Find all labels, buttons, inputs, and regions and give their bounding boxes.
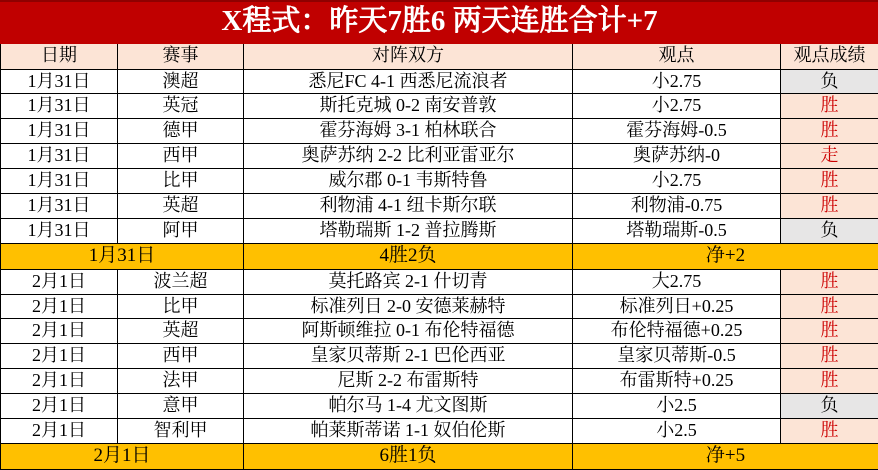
league-cell: 英超 [118,319,244,344]
match-cell: 霍芬海姆 3-1 柏林联合 [244,119,573,144]
view-cell: 小2.75 [573,168,781,193]
match-row [1,69,878,94]
match-cell: 悉尼FC 4-1 西悉尼流浪者 [244,69,573,94]
summary-net-cell: 净+2 [573,243,878,269]
match-row [1,418,878,443]
view-cell: 小2.75 [573,94,781,119]
league-cell: 智利甲 [118,418,244,443]
col-header-view: 观点 [573,43,781,69]
date-cell: 1月31日 [1,94,118,119]
match-row [1,294,878,319]
result-cell: 胜 [781,319,878,344]
match-row [1,393,878,418]
title-row [1,1,878,43]
league-cell: 英超 [118,193,244,218]
league-cell: 阿甲 [118,218,244,243]
match-cell: 利物浦 4-1 纽卡斯尔联 [244,193,573,218]
league-cell: 比甲 [118,168,244,193]
view-cell: 标准列日+0.25 [573,294,781,319]
result-cell: 负 [781,393,878,418]
col-header-date: 日期 [1,43,118,69]
view-cell: 小2.5 [573,418,781,443]
match-cell: 阿斯顿维拉 0-1 布伦特福德 [244,319,573,344]
date-cell: 2月1日 [1,418,118,443]
date-cell: 1月31日 [1,218,118,243]
view-cell: 塔勒瑞斯-0.5 [573,218,781,243]
result-cell: 走 [781,144,878,169]
result-cell: 胜 [781,344,878,369]
date-cell: 2月1日 [1,344,118,369]
page-title: X程式：昨天7胜6 两天连胜合计+7 [1,1,878,43]
view-cell: 利物浦-0.75 [573,193,781,218]
match-row [1,168,878,193]
daily-summary-row [1,243,878,269]
match-row [1,269,878,294]
league-cell: 比甲 [118,294,244,319]
view-cell: 布伦特福德+0.25 [573,319,781,344]
result-cell: 胜 [781,269,878,294]
summary-date-cell: 1月31日 [1,243,244,269]
league-cell: 波兰超 [118,269,244,294]
date-cell: 2月1日 [1,393,118,418]
date-cell: 2月1日 [1,269,118,294]
match-cell: 莫托路宾 2-1 什切青 [244,269,573,294]
match-row [1,344,878,369]
match-cell: 皇家贝蒂斯 2-1 巴伦西亚 [244,344,573,369]
result-cell: 负 [781,69,878,94]
league-cell: 澳超 [118,69,244,94]
date-cell: 2月1日 [1,369,118,394]
result-cell: 胜 [781,418,878,443]
match-cell: 斯托克城 0-2 南安普敦 [244,94,573,119]
match-cell: 帕莱斯蒂诺 1-1 奴伯伦斯 [244,418,573,443]
result-cell: 胜 [781,168,878,193]
date-cell: 1月31日 [1,144,118,169]
view-cell: 皇家贝蒂斯-0.5 [573,344,781,369]
league-cell: 意甲 [118,393,244,418]
date-cell: 1月31日 [1,69,118,94]
match-cell: 塔勒瑞斯 1-2 普拉腾斯 [244,218,573,243]
result-cell: 胜 [781,193,878,218]
league-cell: 西甲 [118,344,244,369]
view-cell: 大2.75 [573,269,781,294]
result-cell: 胜 [781,369,878,394]
summary-record-cell: 4胜2负 [244,243,573,269]
column-header-row [1,43,878,69]
match-row [1,218,878,243]
view-cell: 霍芬海姆-0.5 [573,119,781,144]
result-cell: 胜 [781,94,878,119]
result-cell: 胜 [781,294,878,319]
daily-summary-row [1,443,878,469]
result-cell: 胜 [781,119,878,144]
league-cell: 法甲 [118,369,244,394]
match-row [1,119,878,144]
date-cell: 1月31日 [1,193,118,218]
league-cell: 英冠 [118,94,244,119]
date-cell: 1月31日 [1,168,118,193]
match-row [1,94,878,119]
date-cell: 2月1日 [1,294,118,319]
match-cell: 威尔郡 0-1 韦斯特鲁 [244,168,573,193]
summary-record-cell: 6胜1负 [244,443,573,469]
view-cell: 小2.75 [573,69,781,94]
summary-date-cell: 2月1日 [1,443,244,469]
league-cell: 西甲 [118,144,244,169]
view-cell: 布雷斯特+0.25 [573,369,781,394]
summary-net-cell: 净+5 [573,443,878,469]
date-cell: 2月1日 [1,319,118,344]
col-header-league: 赛事 [118,43,244,69]
match-cell: 帕尔马 1-4 尤文图斯 [244,393,573,418]
date-cell: 1月31日 [1,119,118,144]
view-cell: 奥萨苏纳-0 [573,144,781,169]
col-header-match: 对阵双方 [244,43,573,69]
col-header-result: 观点成绩 [781,43,878,69]
match-cell: 尼斯 2-2 布雷斯特 [244,369,573,394]
league-cell: 德甲 [118,119,244,144]
result-cell: 负 [781,218,878,243]
match-cell: 标准列日 2-0 安德莱赫特 [244,294,573,319]
match-row [1,369,878,394]
match-row [1,319,878,344]
match-row [1,193,878,218]
view-cell: 小2.5 [573,393,781,418]
match-cell: 奥萨苏纳 2-2 比利亚雷亚尔 [244,144,573,169]
match-row [1,144,878,169]
